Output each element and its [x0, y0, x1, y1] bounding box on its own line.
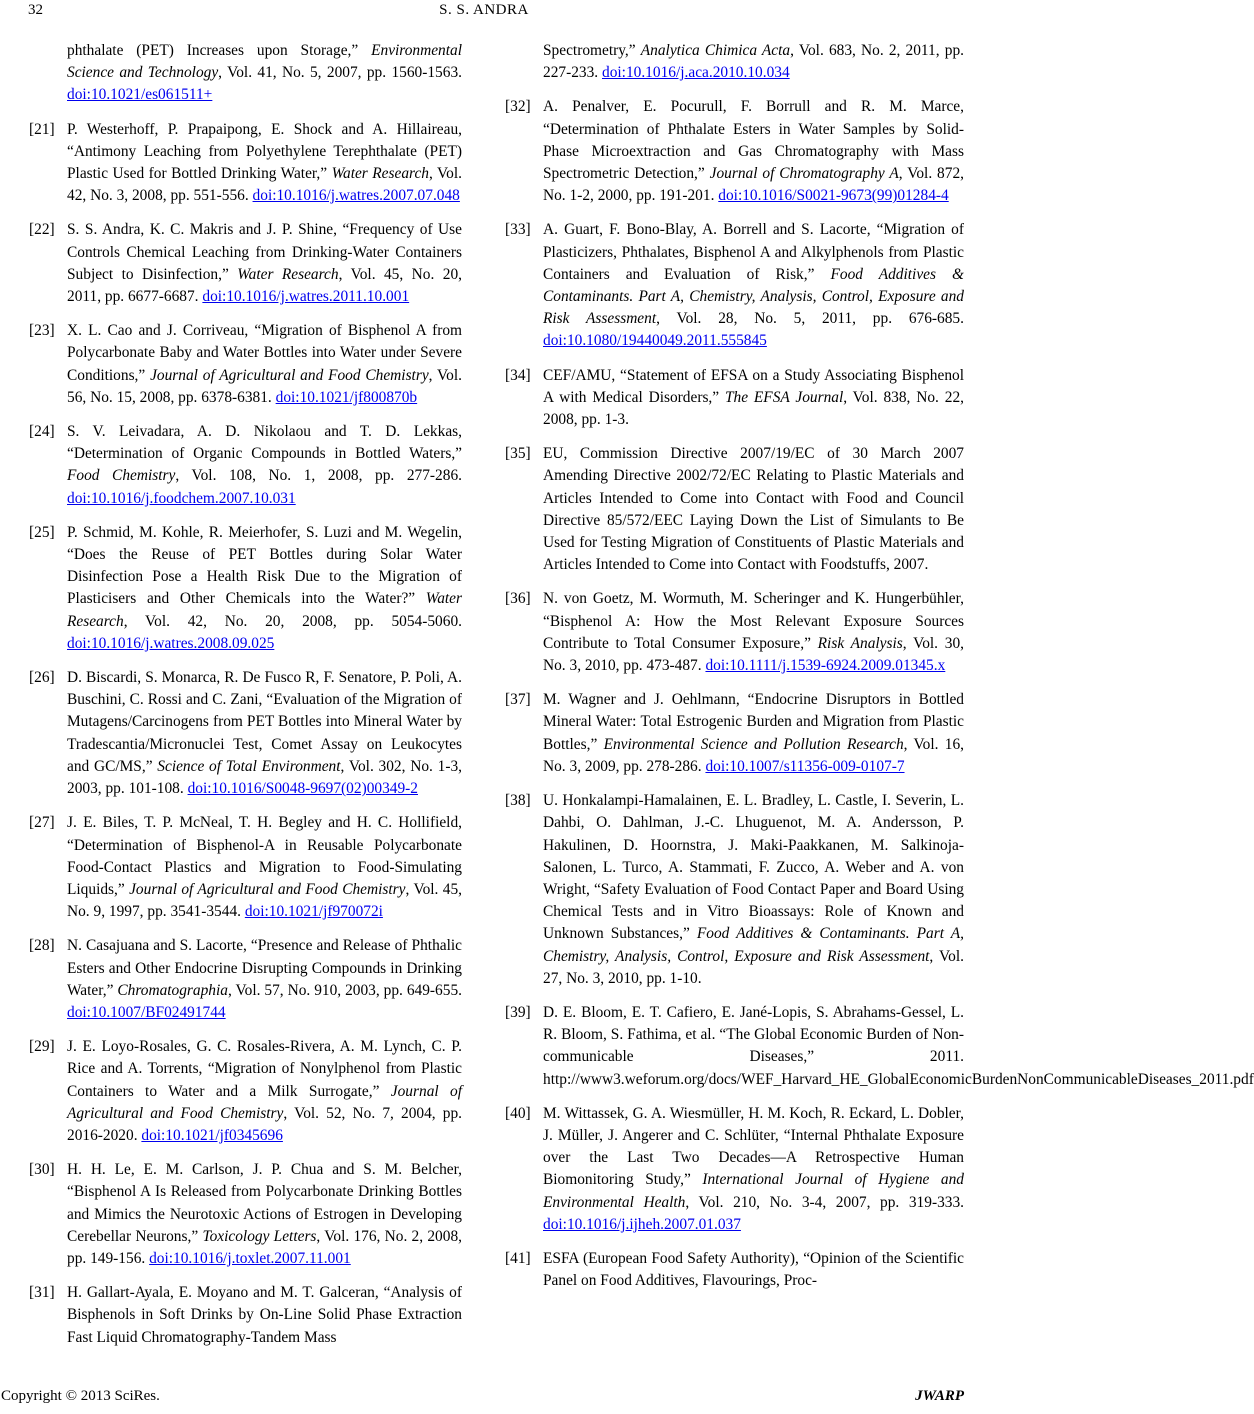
reference-entry: [505, 365, 964, 432]
reference-text: M. Wittassek, G. A. Wiesmüller, H. M. Koch, R. Eckard, L. Dobler, J. Müller, J. Angerer and C. Schlüter, “Internal Phthalate Exposure over the Last Two Decades—A Retrospective Human Biomonitoring Study,”: [543, 1104, 964, 1189]
reference-number: [41]: [505, 1249, 531, 1267]
references-left-column: [29, 40, 462, 1361]
reference-text: N. Casajuana and S. Lacorte, “Presence and Release of Phthalic Esters and Other Endocrine Disrupting Compounds in Drinking Water,”: [67, 937, 462, 999]
reference-venue: Food Additives & Contaminants. Part A, Chemistry, Analysis, Control, Exposure and Risk Assessment: [543, 925, 964, 965]
reference-entry: [29, 812, 462, 923]
doi-link[interactable]: doi:10.1016/j.foodchem.2007.10.031: [67, 489, 296, 507]
reference-text: ESFA (European Food Safety Authority), “Opinion of the Scientific Panel on Food Additives, Flavourings, Proc-: [543, 1249, 964, 1290]
reference-number: [40]: [505, 1104, 531, 1122]
doi-link[interactable]: doi:10.1016/j.aca.2010.10.034: [602, 64, 790, 82]
reference-venue: Analytica Chimica Acta: [640, 42, 791, 59]
page-number: 32: [28, 2, 43, 18]
reference-entry: [505, 96, 964, 207]
reference-entry: [505, 1002, 1254, 1091]
reference-text: EU, Commission Directive 2007/19/EC of 30 March 2007 Amending Directive 2002/72/EC Relating to Plastic Materials and Articles Intended to Come into Contact with Food and Council Directive 85/572/EEC Laying Down the List of Simulants to Be Used for Testing Migration of Constituents of Plastic Materials and Articles Intended to Come into Contact with Foodstuffs, 2007.: [543, 445, 964, 574]
reference-venue: Risk Analysis: [817, 634, 903, 652]
reference-details: , Vol. 683, No. 2, 2011, pp. 227-233.: [543, 42, 964, 82]
reference-entry: [505, 790, 964, 990]
reference-number: [34]: [505, 366, 531, 384]
doi-link[interactable]: doi:10.1016/j.watres.2011.10.001: [202, 288, 410, 306]
reference-number: [24]: [29, 423, 55, 441]
reference-text: CEF/AMU, “Statement of EFSA on a Study Associating Bisphenol A with Medical Disorders,”: [543, 366, 964, 406]
reference-venue: Environmental Science and Pollution Research: [603, 735, 904, 753]
reference-entry: [505, 689, 964, 778]
page-footer: [0, 1388, 968, 1412]
reference-text: S. S. Andra, K. C. Makris and J. P. Shine, “Frequency of Use Controls Chemical Leaching from Drinking-Water Containers Subject to Disinfection,”: [67, 221, 462, 283]
reference-entry: [29, 1036, 462, 1147]
reference-venue: Chromatographia: [117, 981, 228, 999]
reference-entry: [29, 522, 462, 655]
doi-link[interactable]: doi:10.1021/jf970072i: [244, 903, 383, 921]
reference-venue: Water Research: [331, 165, 429, 183]
reference-number: [36]: [505, 590, 531, 608]
doi-link[interactable]: doi:10.1007/BF02491744: [67, 1003, 226, 1021]
reference-details: , Vol. 28, No. 5, 2011, pp. 676-685.: [656, 310, 964, 328]
reference-text: A. Penalver, E. Pocurull, F. Borrull and R. M. Marce, “Determination of Phthalate Esters in Water Samples by Solid-Phase Microextraction and Gas Chromatography with Mass Spectrometric Detection,”: [543, 98, 964, 183]
reference-entry: [505, 1103, 964, 1236]
page-header: [0, 0, 968, 28]
doi-link[interactable]: doi:10.1080/19440049.2011.555845: [543, 332, 767, 350]
reference-number: [35]: [505, 445, 531, 463]
reference-venue: Toxicology Letters: [202, 1227, 317, 1245]
reference-entry: [505, 588, 964, 677]
reference-number: [32]: [505, 98, 531, 116]
reference-venue: Environmental Science and Technology: [67, 42, 462, 82]
reference-text: D. E. Bloom, E. T. Cafiero, E. Jané-Lopis, S. Abrahams-Gessel, L. R. Bloom, S. Fathima, et al. “The Global Economic Burden of Non-communicable Diseases,” 2011. http://www3.weforum.org/docs/WEF_Harvard_HE_GlobalEconomicBurdenNonCommunicableDiseases_2011.pdf: [543, 1003, 1254, 1088]
reference-text: N. von Goetz, M. Wormuth, M. Scheringer and K. Hungerbühler, “Bisphenol A: How the Most Relevant Exposure Sources Contribute to Total Consumer Exposure,”: [543, 590, 964, 652]
reference-details: , Vol. 52, No. 7, 2004, pp. 2016-2020.: [67, 1104, 462, 1144]
reference-venue: International Journal of Hygiene and Environmental Health: [543, 1171, 965, 1211]
reference-details: , Vol. 27, No. 3, 2010, pp. 1-10.: [543, 947, 964, 987]
reference-text: P. Westerhoff, P. Prapaipong, E. Shock and A. Hillaireau, “Antimony Leaching from Polyethylene Terephthalate (PET) Plastic Used for Bottled Drinking Water,”: [67, 120, 462, 183]
reference-details: , Vol. 210, No. 3-4, 2007, pp. 319-333.: [685, 1193, 965, 1211]
reference-number: [39]: [505, 1003, 531, 1021]
reference-details: , Vol. 42, No. 20, 2008, pp. 5054-5060.: [123, 612, 462, 630]
reference-venue: Science of Total Environment: [157, 757, 341, 775]
reference-number: [31]: [29, 1284, 55, 1302]
reference-venue: Journal of Agricultural and Food Chemistry: [129, 880, 406, 898]
reference-text: X. L. Cao and J. Corriveau, “Migration of Bisphenol A from Polycarbonate Baby and Water Bottles into Water under Severe Conditions,”: [67, 322, 462, 384]
reference-text: H. Gallart-Ayala, E. Moyano and M. T. Galceran, “Analysis of Bisphenols in Soft Drinks by On-Line Solid Phase Extraction Fast Liquid Chromatography-Tandem Mass: [67, 1284, 462, 1346]
reference-details: , Vol. 57, No. 910, 2003, pp. 649-655.: [227, 981, 462, 999]
copyright-notice: Copyright © 2013 SciRes.: [1, 1388, 160, 1404]
reference-number: [30]: [29, 1161, 55, 1179]
reference-number: [33]: [505, 221, 531, 239]
reference-details: , Vol. 41, No. 5, 2007, pp. 1560-1563.: [218, 64, 462, 82]
reference-venue: Food Additives & Contaminants. Part A, Chemistry, Analysis, Control, Exposure and Risk Assessment: [543, 265, 964, 328]
reference-details: , Vol. 108, No. 1, 2008, pp. 277-286.: [175, 467, 462, 485]
reference-number: [21]: [29, 120, 55, 138]
doi-link[interactable]: doi:10.1111/j.1539-6924.2009.01345.x: [705, 657, 946, 675]
reference-venue: Food Chemistry: [67, 467, 176, 485]
reference-details: , Vol. 45, No. 9, 1997, pp. 3541-3544.: [67, 880, 463, 921]
reference-text: U. Honkalampi-Hamalainen, E. L. Bradley, L. Castle, I. Severin, L. Dahbi, O. Dahlman, J.-C. Lhuguenot, M. A. Andersson, P. Hakulinen, D. Hoornstra, J. Maki-Paakkanen, M. Salkinoja-Salonen, L. Turco, A. Stammati, F. Zucco, A. Weber and A. von Wright, “Safety Evaluation of Food Contact Paper and Board Using Chemical Tests and in Vitro Bioassays: Role of Known and Unknown Substances,”: [543, 792, 964, 943]
doi-link[interactable]: doi:10.1021/jf0345696: [141, 1126, 283, 1144]
doi-link[interactable]: doi:10.1016/j.watres.2007.07.048: [252, 187, 460, 205]
reference-venue: Journal of Agricultural and Food Chemistry: [67, 1082, 462, 1122]
reference-entry: [29, 667, 462, 800]
reference-entry: [29, 40, 462, 107]
reference-number: [25]: [29, 523, 55, 541]
reference-details: , Vol. 45, No. 20, 2011, pp. 6677-6687.: [67, 265, 462, 306]
reference-number: [28]: [29, 937, 55, 955]
reference-entry: [29, 219, 462, 308]
reference-number: [27]: [29, 814, 55, 832]
doi-link[interactable]: doi:10.1007/s11356-009-0107-7: [705, 757, 905, 775]
doi-link[interactable]: doi:10.1016/S0048-9697(02)00349-2: [187, 780, 418, 798]
doi-link[interactable]: doi:10.1021/es061511+: [67, 86, 213, 104]
reference-text: J. E. Loyo-Rosales, G. C. Rosales-Rivera, A. M. Lynch, C. P. Rice and A. Torrents, “Migration of Nonylphenol from Plastic Containers to Water and a Milk Surrogate,”: [67, 1038, 462, 1100]
reference-details: , Vol. 30, No. 3, 2010, pp. 473-487.: [543, 634, 964, 675]
reference-number: [23]: [29, 322, 55, 340]
reference-details: , Vol. 872, No. 1-2, 2000, pp. 191-201.: [543, 165, 964, 205]
reference-number: [38]: [505, 792, 531, 810]
reference-text: M. Wagner and J. Oehlmann, “Endocrine Disruptors in Bottled Mineral Water: Total Estrogenic Burden and Migration from Plastic Bottles,”: [543, 691, 964, 753]
doi-link[interactable]: doi:10.1021/jf800870b: [275, 388, 418, 406]
reference-venue: Water Research: [67, 590, 462, 630]
reference-entry: [29, 421, 462, 510]
reference-text: phthalate (PET) Increases upon Storage,”: [67, 42, 372, 59]
reference-details: , Vol. 302, No. 1-3, 2003, pp. 101-108.: [67, 757, 462, 798]
reference-entry: [29, 1159, 462, 1270]
reference-entry: [505, 443, 964, 576]
reference-entry: [29, 320, 462, 409]
reference-venue: Journal of Agricultural and Food Chemistry: [150, 366, 429, 384]
reference-details: , Vol. 56, No. 15, 2008, pp. 6378-6381.: [67, 366, 462, 406]
reference-details: , Vol. 42, No. 3, 2008, pp. 551-556.: [67, 165, 462, 205]
reference-entry: [505, 1248, 964, 1292]
doi-link[interactable]: doi:10.1016/S0021-9673(99)01284-4: [718, 187, 949, 205]
doi-link[interactable]: doi:10.1016/j.watres.2008.09.025: [67, 634, 275, 652]
reference-details: , Vol. 838, No. 22, 2008, pp. 1-3.: [543, 388, 964, 429]
reference-text: S. V. Leivadara, A. D. Nikolaou and T. D. Lekkas, “Determination of Organic Compounds in Bottled Waters,”: [67, 423, 462, 463]
reference-entry: [505, 40, 964, 84]
reference-text: A. Guart, F. Bono-Blay, A. Borrell and S. Lacorte, “Migration of Plasticizers, Phthalates, Bisphenol A and Alkylphenols from Plastic Containers and Evaluation of Risk,”: [543, 221, 964, 283]
reference-venue: Journal of Chromatography A: [709, 165, 899, 183]
reference-venue: The EFSA Journal: [724, 388, 844, 406]
reference-entry: [505, 219, 964, 352]
reference-text: J. E. Biles, T. P. McNeal, T. H. Begley and H. C. Hollifield, “Determination of Bisphenol-A in Reusable Polycarbonate Food-Contact Plastics and Migration to Food-Simulating Liquids,”: [67, 814, 462, 898]
reference-number: [26]: [29, 669, 55, 687]
reference-venue: Water Research: [237, 265, 339, 283]
running-title: S. S. ANDRA: [439, 2, 529, 18]
reference-number: [37]: [505, 691, 531, 709]
reference-number: [22]: [29, 221, 55, 239]
doi-link[interactable]: doi:10.1016/j.ijheh.2007.01.037: [543, 1215, 741, 1233]
reference-entry: [29, 935, 462, 1024]
reference-number: [29]: [29, 1038, 55, 1056]
reference-text: D. Biscardi, S. Monarca, R. De Fusco R, F. Senatore, P. Poli, A. Buschini, C. Rossi and C. Zani, “Evaluation of the Migration of Mutagens/Carcinogens from PET Bottles into Mineral Water by Tradescantia/Micronuclei Test, Comet Assay on Leukocytes and GC/MS,”: [67, 669, 462, 775]
reference-details: , Vol. 176, No. 2, 2008, pp. 149-156.: [67, 1227, 462, 1267]
reference-details: , Vol. 16, No. 3, 2009, pp. 278-286.: [543, 735, 964, 775]
reference-entry: [29, 1282, 462, 1349]
references-right-column: [505, 40, 1254, 1304]
reference-text: Spectrometry,”: [543, 42, 641, 59]
journal-abbreviation: JWARP: [915, 1388, 964, 1404]
reference-entry: [29, 119, 462, 208]
reference-text: H. H. Le, E. M. Carlson, J. P. Chua and S. M. Belcher, “Bisphenol A Is Released from Polycarbonate Drinking Bottles and Mimics the Neurotoxic Actions of Estrogen in Developing Cerebellar Neurons,”: [67, 1161, 462, 1245]
doi-link[interactable]: doi:10.1016/j.toxlet.2007.11.001: [149, 1249, 351, 1267]
reference-text: P. Schmid, M. Kohle, R. Meierhofer, S. Luzi and M. Wegelin, “Does the Reuse of PET Bottles during Solar Water Disinfection Pose a Health Risk Due to the Migration of Plasticisers and Other Chemicals into the Water?”: [67, 523, 462, 608]
